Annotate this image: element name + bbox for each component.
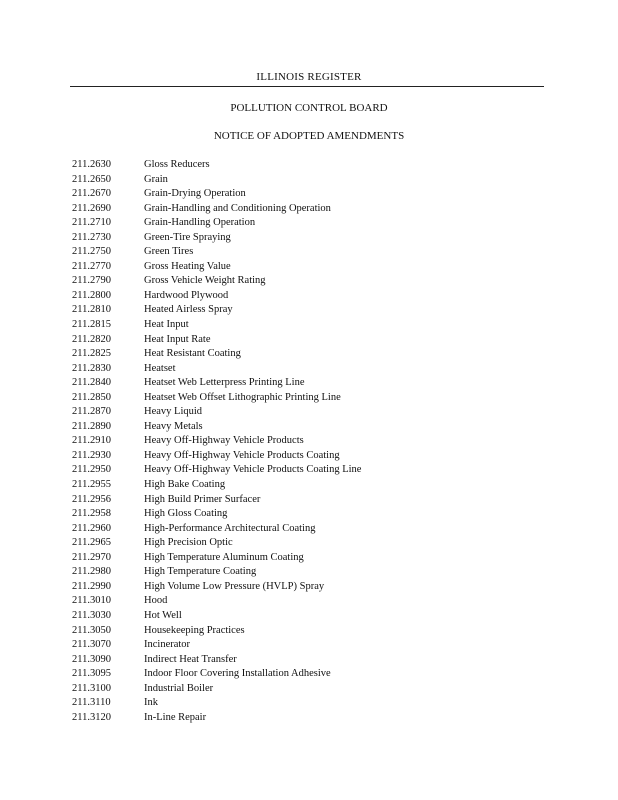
defined-term: Grain-Handling and Conditioning Operation (144, 202, 331, 214)
list-item (72, 187, 552, 202)
list-item (72, 202, 552, 217)
section-number: 211.2630 (72, 159, 111, 170)
section-number: 211.2930 (72, 449, 111, 461)
list-item (72, 158, 552, 173)
list-item (72, 173, 552, 188)
list-item (72, 405, 552, 420)
section-number: 211.3010 (72, 595, 111, 607)
list-item (72, 318, 552, 333)
defined-term: High Bake Coating (144, 479, 226, 491)
list-item (72, 536, 552, 551)
notice-title: NOTICE OF ADOPTED AMENDMENTS (213, 130, 405, 142)
defined-term: Gross Heating Value (144, 260, 231, 272)
list-item (72, 333, 552, 348)
list-item (72, 303, 552, 318)
list-item (72, 609, 552, 624)
defined-term: Gross Vehicle Weight Rating (144, 275, 266, 287)
section-number: 211.2815 (72, 319, 111, 331)
list-item (72, 347, 552, 362)
defined-term: Grain-Drying Operation (144, 188, 246, 200)
section-number: 211.2950 (72, 464, 111, 476)
section-number: 211.2750 (72, 246, 111, 258)
list-item (72, 507, 552, 522)
defined-term: Heavy Off-Highway Vehicle Products Coating Line (144, 464, 362, 476)
list-item (72, 289, 552, 304)
defined-term: Hood (144, 595, 168, 607)
section-number: 211.2890 (72, 420, 111, 432)
section-number: 211.2910 (72, 435, 111, 447)
section-number: 211.2840 (72, 377, 111, 389)
list-item (72, 391, 552, 406)
section-number: 211.2820 (72, 333, 111, 345)
defined-term: Hot Well (144, 609, 182, 621)
list-item (72, 376, 552, 391)
section-number: 211.2990 (72, 580, 111, 592)
defined-term: Heated Airless Spray (144, 304, 233, 316)
list-item (72, 493, 552, 508)
section-number: 211.2956 (72, 493, 111, 505)
defined-term: Ink (144, 697, 158, 709)
section-number: 211.2810 (72, 304, 111, 316)
list-item (72, 682, 552, 697)
defined-term: High Precision Optic (144, 537, 233, 549)
section-number: 211.2980 (72, 566, 111, 578)
section-number: 211.3120 (72, 711, 111, 723)
section-number: 211.2970 (72, 551, 111, 563)
defined-term: Green-Tire Spraying (144, 231, 231, 243)
list-item (72, 711, 552, 726)
defined-term: High-Performance Architectural Coating (144, 522, 316, 534)
section-number: 211.2710 (72, 217, 111, 229)
defined-term: Industrial Boiler (144, 682, 214, 694)
section-number: 211.2830 (72, 362, 111, 374)
section-number: 211.2790 (72, 275, 111, 287)
section-number: 211.2730 (72, 231, 111, 243)
defined-term: High Volume Low Pressure (HVLP) Spray (144, 580, 325, 592)
section-number: 211.2670 (72, 188, 111, 200)
list-item (72, 245, 552, 260)
section-number: 211.2770 (72, 260, 111, 272)
list-item (72, 420, 552, 435)
section-number: 211.3100 (72, 682, 111, 694)
defined-term: Heavy Off-Highway Vehicle Products Coating (144, 449, 340, 461)
list-item (72, 216, 552, 231)
section-number: 211.3095 (72, 668, 111, 680)
defined-term: Heatset Web Letterpress Printing Line (144, 377, 305, 389)
list-item (72, 653, 552, 668)
section-number: 211.2650 (72, 173, 111, 185)
defined-term: High Temperature Aluminum Coating (144, 551, 304, 563)
section-number: 211.2960 (72, 522, 111, 534)
defined-term: In-Line Repair (144, 711, 207, 723)
defined-term: Heavy Metals (144, 420, 203, 432)
defined-term: Heat Resistant Coating (144, 348, 241, 360)
defined-term: Heatset Web Offset Lithographic Printing Line (144, 391, 341, 403)
list-item (72, 434, 552, 449)
section-number: 211.2800 (72, 289, 111, 301)
defined-term: Heavy Off-Highway Vehicle Products (144, 435, 304, 447)
list-item (72, 594, 552, 609)
list-item (72, 478, 552, 493)
list-item (72, 449, 552, 464)
section-number: 211.3090 (72, 653, 111, 665)
list-item (72, 565, 552, 580)
defined-term: Heavy Liquid (144, 406, 203, 418)
defined-term: Green Tires (144, 246, 194, 258)
section-number: 211.3050 (72, 624, 111, 636)
section-number: 211.3110 (72, 697, 111, 709)
defined-term: Heat Input (144, 319, 189, 331)
list-item (72, 274, 552, 289)
list-item (72, 522, 552, 537)
board-title: POLLUTION CONTROL BOARD (230, 102, 388, 114)
list-item (72, 580, 552, 595)
section-number: 211.2958 (72, 508, 111, 520)
section-number: 211.2870 (72, 406, 111, 418)
defined-term: High Build Primer Surfacer (144, 493, 261, 505)
list-item (72, 231, 552, 246)
list-item (72, 260, 552, 275)
list-item (72, 638, 552, 653)
defined-term: Housekeeping Practices (144, 624, 245, 636)
section-number: 211.2825 (72, 348, 111, 360)
list-item (72, 551, 552, 566)
defined-term: Gloss Reducers (144, 159, 210, 170)
list-item (72, 696, 552, 711)
section-number: 211.2965 (72, 537, 111, 549)
definitions-list (72, 158, 552, 725)
section-number: 211.2690 (72, 202, 111, 214)
section-number: 211.2850 (72, 391, 111, 403)
list-item (72, 463, 552, 478)
list-item (72, 362, 552, 377)
defined-term: Heat Input Rate (144, 333, 211, 345)
defined-term: Grain (144, 173, 168, 185)
defined-term: Heatset (144, 362, 176, 374)
defined-term: Grain-Handling Operation (144, 217, 256, 229)
defined-term: Indoor Floor Covering Installation Adhesive (144, 668, 331, 680)
register-title: ILLINOIS REGISTER (256, 71, 362, 83)
header-rule (70, 86, 544, 87)
defined-term: Indirect Heat Transfer (144, 653, 237, 665)
section-number: 211.3070 (72, 639, 111, 651)
defined-term: Hardwood Plywood (144, 289, 229, 301)
section-number: 211.3030 (72, 609, 111, 621)
list-item (72, 624, 552, 639)
list-item (72, 667, 552, 682)
defined-term: Incinerator (144, 639, 191, 651)
defined-term: High Temperature Coating (144, 566, 257, 578)
section-number: 211.2955 (72, 479, 111, 491)
defined-term: High Gloss Coating (144, 508, 228, 520)
